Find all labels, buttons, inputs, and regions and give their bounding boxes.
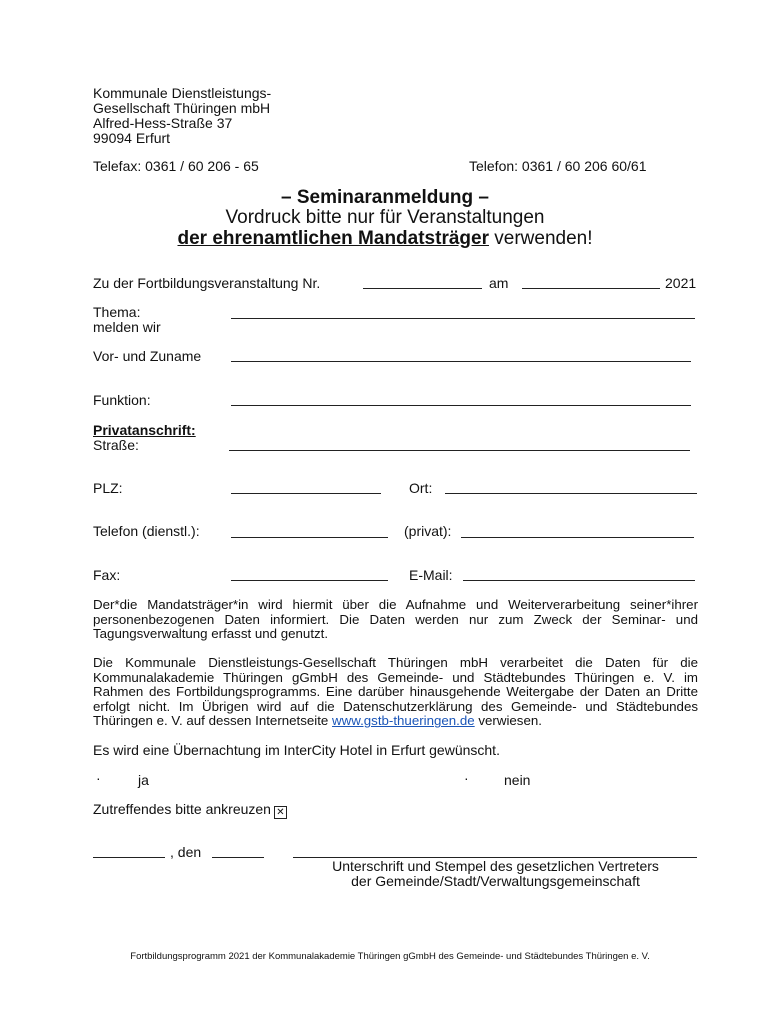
melden-label: melden wir xyxy=(93,319,161,335)
crossed-box-icon: ✕ xyxy=(274,806,287,819)
footer-text: Fortbildungsprogramm 2021 der Kommunalakademie Thüringen gGmbH des Gemeinde- und Städtebundes Thüringen e. V. xyxy=(130,951,650,962)
strasse-field[interactable] xyxy=(229,450,690,451)
place-field[interactable] xyxy=(93,857,165,858)
email-label: E-Mail: xyxy=(409,567,453,583)
privacy-paragraph-2-end: verwiesen. xyxy=(474,713,542,729)
no-checkbox-bullet[interactable]: · xyxy=(464,770,469,786)
ort-field[interactable] xyxy=(445,493,697,494)
gstb-website-link[interactable]: www.gstb-thueringen.de xyxy=(332,713,475,729)
am-label: am xyxy=(489,275,509,291)
plz-label: PLZ: xyxy=(93,480,123,496)
event-year: 2021 xyxy=(665,275,697,291)
private-address-heading: Privatanschrift: xyxy=(93,422,196,438)
telefon-privat-label: (privat): xyxy=(404,523,452,539)
mandate-holders-emphasis: der ehrenamtlichen Mandatsträger xyxy=(177,228,489,249)
address-line: Kommunale Dienstleistungs- xyxy=(93,85,272,101)
date-field[interactable] xyxy=(212,857,264,858)
plz-field[interactable] xyxy=(231,493,381,494)
address-block xyxy=(93,86,271,146)
event-number-field[interactable] xyxy=(363,288,482,289)
yes-option-label: ja xyxy=(138,772,149,788)
event-date-field[interactable] xyxy=(522,288,660,289)
privacy-paragraph-1: Der*die Mandatsträger*in wird hiermit über die Aufnahme und Weiterverarbeitung seiner*ihrer personenbezogenen Daten informiert. Die Daten werden nur zum Zweck der Seminar- und Tagungsverwaltung erfasst und genutzt. xyxy=(93,597,698,642)
ort-label: Ort: xyxy=(409,480,433,496)
form-subtitle: Vordruck bitte nur für Veranstaltungen xyxy=(225,207,545,228)
address-line: Alfred-Hess-Straße 37 xyxy=(93,115,233,131)
telefon-text: Telefon: 0361 / 60 206 60/61 xyxy=(469,158,647,174)
telefax-text: Telefax: 0361 / 60 206 - 65 xyxy=(93,158,259,174)
yes-checkbox-bullet[interactable]: · xyxy=(96,770,101,786)
telefon-privat-field[interactable] xyxy=(461,537,694,538)
strasse-label: Straße: xyxy=(93,437,139,453)
privacy-paragraph-2 xyxy=(93,656,698,729)
funktion-field[interactable] xyxy=(231,405,691,406)
signature-caption-1: Unterschrift und Stempel des gesetzlichen Vertreters xyxy=(332,858,659,874)
no-option-label: nein xyxy=(504,772,531,788)
form-subtitle-2 xyxy=(0,228,770,250)
subtitle-rest: verwenden! xyxy=(488,228,593,249)
funktion-label: Funktion: xyxy=(93,392,151,408)
address-line: Gesellschaft Thüringen mbH xyxy=(93,100,271,116)
signature-caption-2: der Gemeinde/Stadt/Verwaltungsgemeinschaft xyxy=(351,873,640,889)
name-label: Vor- und Zuname xyxy=(93,348,202,364)
event-label: Zu der Fortbildungsveranstaltung Nr. xyxy=(93,275,321,291)
den-label: , den xyxy=(170,844,202,860)
address-line: 99094 Erfurt xyxy=(93,130,171,146)
form-title: – Seminaranmeldung – xyxy=(280,187,489,208)
privacy-paragraph-2-text: Die Kommunale Dienstleistungs-Gesellschaft Thüringen mbH verarbeitet die Daten für die Kommunalakademie Thüringen gGmbH des Gemeinde- und Städtebundes Thüringen e. V. im Rahmen des Fortbildungsprogramms. Eine darüber hinausgehende Weitergabe der Daten an Dritte erfolgt nicht. Im Übrigen wird auf die Datenschutzerklärung des Gemeinde- und Städtebundes Thüringen e. V. auf dessen Internetseite xyxy=(93,655,698,729)
fax-field[interactable] xyxy=(231,580,388,581)
thema-label: Thema: xyxy=(93,304,141,320)
telefon-dienstl-field[interactable] xyxy=(231,537,388,538)
telefon-dienstl-label: Telefon (dienstl.): xyxy=(93,523,200,539)
name-field[interactable] xyxy=(231,361,691,362)
hotel-question: Es wird eine Übernachtung im InterCity Hotel in Erfurt gewünscht. xyxy=(93,742,500,758)
thema-field[interactable] xyxy=(231,318,695,319)
checkbox-instruction xyxy=(93,802,287,819)
email-field[interactable] xyxy=(463,580,695,581)
fax-label: Fax: xyxy=(93,567,121,583)
instruction-text: Zutreffendes bitte ankreuzen xyxy=(93,801,271,817)
